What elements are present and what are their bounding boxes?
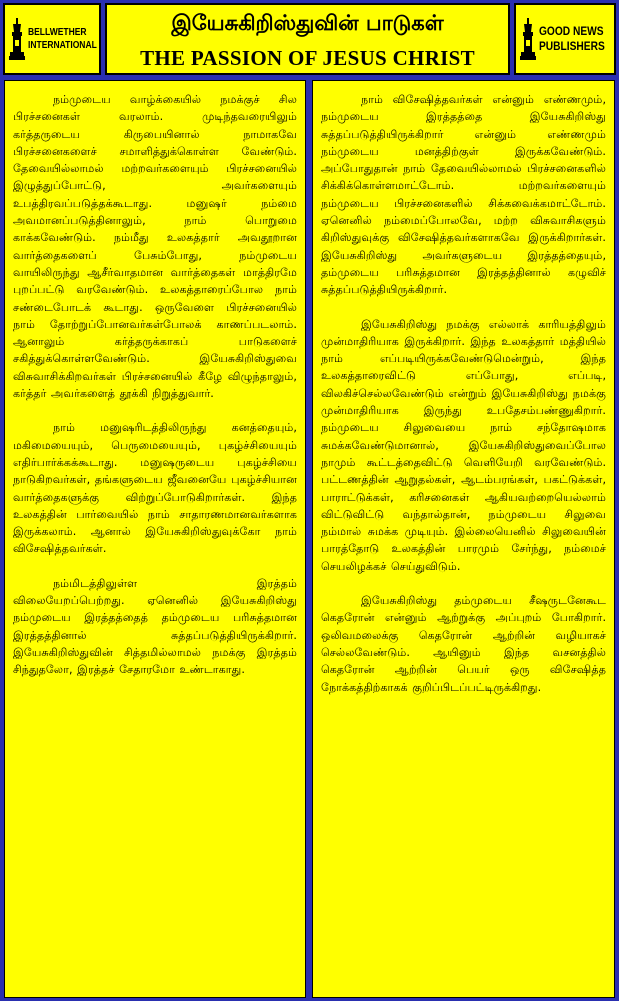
title-box xyxy=(105,3,510,75)
paragraph: நம்மிடத்திலுள்ள இரத்தம் விலையேறப்பெற்றது. ஏனெனில் இயேசுகிறிஸ்து நம்முடைய இரத்தத்தைத் தம்முடைய பரிசுத்தமான இரத்தத்தினால் சுத்தப்படுத்தியிருக்கிறார். இயேசுகிறிஸ்துவின் சித்தமில்லாமல் நமக்கு இரத்தம் சிந்துதலோ, இரத்தச் சேதாரமோ உண்டாகாது. xyxy=(13,576,297,677)
bellwether-logo xyxy=(3,3,101,75)
title-tamil: இயேசுகிறிஸ்துவின் பாடுகள் xyxy=(171,11,444,35)
bell-tower-icon xyxy=(520,18,536,60)
left-logo-line-1: BELLWETHER xyxy=(28,27,87,38)
paragraph: இயேசுகிறிஸ்து தம்முடைய சீஷருடனேகூட கெதரோன் என்னும் ஆற்றுக்கு அப்புறம் போகிறார். ஒலிவமலைக்கு கெதரோன் ஆற்றின் வழியாகச் செல்லவேண்டும். ஆயினும் இந்த வசனத்தில் கெதரோன் ஆற்றின் பெயர் ஒரு விசேஷித்த நோக்கத்திற்காகக் குறிப்பிடப்பட்டிருக்கிறது. xyxy=(321,594,606,694)
right-logo-line-1: GOOD NEWS xyxy=(539,24,604,38)
bell-tower-icon xyxy=(9,18,25,60)
paragraph: நாம் விசேஷித்தவர்கள் என்னும் எண்ணமும், நம்முடைய இரத்தத்தை இயேசுகிறிஸ்து சுத்தப்படுத்தியிருக்கிறார் என்னும் எண்ணமும் நம்முடைய மனத்திற்குள் இருக்கவேண்டும். அப்போதுதான் நாம் தேவையில்லாமல் பிரச்சனைகளில் சிக்கிக்கொள்ளமாட்டோம். மற்றவர்களையும் நம்முடைய பிரச்சனைகளில் சிக்கவைக்கமாட்டோம். ஏனெனில் நம்மைப்போலவே, மற்ற விசுவாசிகளும் கிறிஸ்துவுக்கு விசேஷித்தவர்களாகவே இருக்கிறார்கள். இயேசுகிறிஸ்து அவர்களுடைய இரத்தத்தையும், தம்முடைய பரிசுத்தமான இரத்தத்தினால் கழுவிச் சுத்தப்படுத்தியிருக்கிறார். xyxy=(321,93,606,297)
title-english: THE PASSION OF JESUS CHRIST xyxy=(140,46,475,70)
paragraph: நாம் மனுஷரிடத்திலிருந்து கனத்தையும், மகிமையையும், பெருமையையும், புகழ்ச்சியையும் எதிர்பார்க்கக்கூடாது. மனுஷருடைய புகழ்ச்சியை நாடுகிறவர்கள், தங்களுடைய ஜீவனையே புகழ்ச்சியான வார்த்தைகளுக்கு விற்றுப்போடுகிறார்கள். இந்த உலகத்தின் பார்வையில் நாம் சாதாரணமானவர்களாக இருக்கலாம். ஆனால் இயேசுகிறிஸ்துவுக்கோ நாம் விசேஷித்தவர்கள். xyxy=(13,421,297,556)
right-logo-line-2: PUBLISHERS xyxy=(539,39,605,53)
left-logo-line-2: INTERNATIONAL xyxy=(28,40,97,51)
good-news-logo xyxy=(514,3,616,75)
left-column xyxy=(4,80,306,998)
header xyxy=(0,0,619,78)
paragraph: நம்முடைய வாழ்க்கையில் நமக்குச் சில பிரச்சனைகள் வரலாம். முடிந்தவரையிலும் கர்த்தருடைய கிருபையினால் நாமாகவே பிரச்சனைகளைச் சமாளித்துக்கொள்ள வேண்டும். தேவையில்லாமல் மற்றவர்களையும் பிரச்சனையில் இழுத்துப்போட்டு, அவர்களையும் உபத்திரவப்படுத்தக்கூடாது. மனுஷர் நம்மை அவமானப்படுத்தினாலும், நாம் பொறுமை காக்கவேண்டும். நம்மீது உலகத்தார் அவதூறான வார்த்தைகளைப் பேசும்போது, நம்முடைய வாயிலிருந்து ஆசீர்வாதமான வார்த்தைகள் மாத்திரமே புறப்பட்டு வரவேண்டும். உலகத்தாரைப்போல நாம் சண்டைபோடக் கூடாது. ஒருவேளை பிரச்சனையில் நாம் தோற்றுப்போனவர்கள்போலக் காணப்படலாம். ஆனாலும் கர்த்தருக்காகப் பாடுகளைச் சகித்துக்கொள்ளவேண்டும். இயேசுகிறிஸ்துவை விசுவாசிக்கிறவர்கள் பிரச்சனையில் கீழே விழுந்தாலும், கர்த்தர் அவர்களைத் தூக்கி நிறுத்துவார். xyxy=(13,93,297,401)
paragraph: இயேசுகிறிஸ்து நமக்கு எல்லாக் காரியத்திலும் முன்மாதிரியாக இருக்கிறார். இந்த உலகத்தார் மத்தியில் நாம் எப்படியிருக்கவேண்டுமென்றும், இந்த உலகத்தாரைவிட்டு எப்போது, எப்படி, விலகிச்செல்லவேண்டும் என்றும் இயேசுகிறிஸ்து நமக்கு முன்மாதிரியாக இருந்து உபதேசம்பண்ணுகிறார். நம்முடைய சிலுவையை நாம் சந்தோஷமாக சுமக்கவேண்டுமானால், இயேசுகிறிஸ்துவைப்போல நாமும் கூட்டத்தைவிட்டு வெளியேறி வரவேண்டும். பட்டணத்தின் ஆறுதல்கள், ஆடம்பரங்கள், பகட்டுக்கள், பாராட்டுக்கள், கரிசனைகள் ஆகியவற்றையெல்லாம் விட்டுவிட்டு வந்தால்தான், நம்முடைய சிலுவை நம்மால் சுமக்க முடியும். இல்லையெனில் சிலுவையின் பாரத்தோடு உலகத்தின் பாரமும் சேர்ந்து, நம்மைச் செயலிழக்கச் செய்துவிடும். xyxy=(321,317,606,573)
right-column xyxy=(312,80,615,998)
